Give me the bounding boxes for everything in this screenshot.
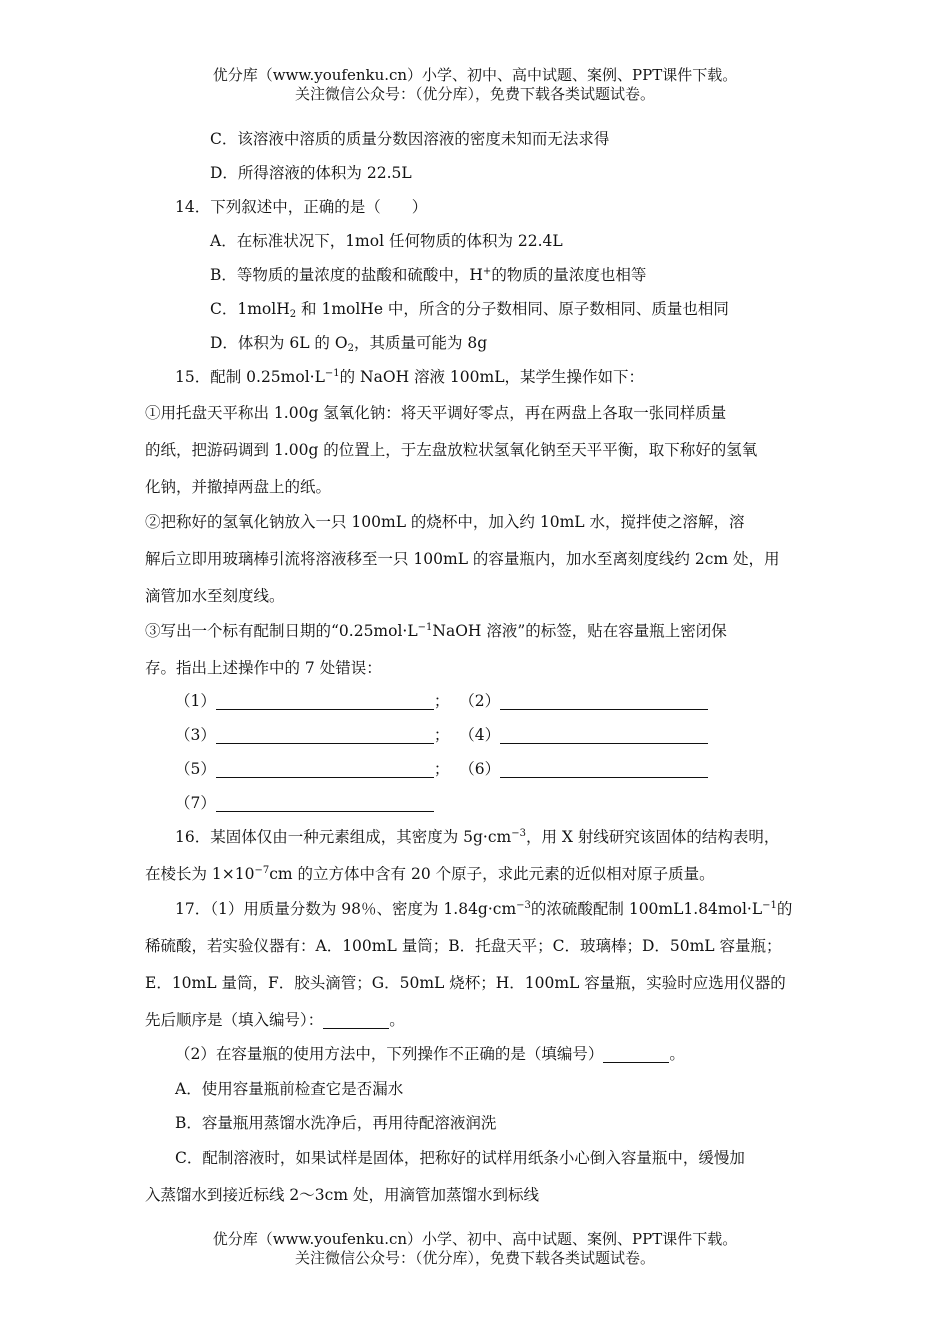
q14-c-sub: 2 (289, 309, 297, 320)
answer-blank-2[interactable] (500, 691, 708, 710)
blank-separator: ； (433, 760, 450, 778)
q15-stem-text: 15．配制 0.25mol·L (175, 368, 325, 386)
q16-line1 (175, 825, 779, 847)
q15-stem (175, 365, 644, 387)
q14-d-sub: 2 (347, 343, 354, 354)
q13-option-c: C．该溶液中溶质的质量分数因溶液的密度未知而无法求得 (210, 130, 610, 148)
q15-stem-text-2: 的 NaOH 溶液 100mL，某学生操作如下： (339, 368, 645, 386)
q17-part2 (175, 1042, 685, 1064)
q17-line4 (145, 1008, 405, 1030)
q15-step3-line2: 存。指出上述操作中的 7 处错误： (145, 659, 382, 677)
q14-option-d (210, 331, 487, 354)
q14-option-b (210, 263, 646, 285)
q16-line2 (145, 862, 715, 884)
answer-blank-q17-1[interactable] (323, 1011, 389, 1029)
q15-step2-line3: 滴管加水至刻度线。 (145, 587, 285, 605)
q15-stem-sup: −1 (324, 368, 340, 379)
q16-text-2: ，用 X 射线研究该固体的结构表明， (526, 828, 780, 846)
q13-option-d: D．所得溶液的体积为 22.5L (210, 164, 412, 182)
blank-label-1: （1） (175, 692, 216, 710)
q17-option-a: A．使用容量瓶前检查它是否漏水 (175, 1080, 404, 1098)
q14-d-text: D．体积为 6L 的 O (210, 334, 348, 352)
q15-step1-line2: 的纸，把游码调到 1.00g 的位置上，于左盘放粒状氢氧化钠至天平平衡，取下称好的氢氧 (145, 441, 758, 459)
q17-text-2: 的浓硫酸配制 100mL1.84mol·L (530, 900, 763, 918)
q17-option-c-line1: C．配制溶液时，如果试样是固体，把称好的试样用纸条小心倒入容量瓶中，缓慢加 (175, 1149, 745, 1167)
q17-text-3: 的 (776, 900, 793, 918)
q15-step3-line1 (145, 619, 727, 641)
q14-option-c (210, 297, 729, 320)
q15-step1-line3: 化钠，并撤掉两盘上的纸。 (145, 478, 332, 496)
blank-label-4: （4） (459, 726, 501, 744)
q15-step2-line2: 解后立即用玻璃棒引流将溶液移至一只 100mL 的容量瓶内，加水至离刻度线约 2cm 处，用 (145, 550, 780, 568)
q15-step3-text-2: NaOH 溶液”的标签，贴在容量瓶上密闭保 (432, 622, 727, 640)
q17-line2: 稀硫酸，若实验仪器有：A．100mL 量筒；B．托盘天平；C．玻璃棒；D．50mL 容量瓶； (145, 937, 782, 955)
footer-line-2: 关注微信公众号：（优分库），免费下载各类试题试卷。 (294, 1249, 655, 1267)
q16-text-4: cm 的立方体中含有 20 个原子，求此元素的近似相对原子质量。 (269, 865, 715, 883)
q14-b-text: B．等物质的量浓度的盐酸和硫酸中，H (210, 266, 483, 284)
header-line-1: 优分库（www.youfenku.cn）小学、初中、高中试题、案例、PPT课件下载。 (212, 66, 738, 84)
q14-option-a: A．在标准状况下，1mol 任何物质的体积为 22.4L (210, 232, 563, 250)
footer-line-1: 优分库（www.youfenku.cn）小学、初中、高中试题、案例、PPT课件下载。 (212, 1230, 738, 1248)
q14-b-text-2: 的物质的量浓度也相等 (491, 266, 647, 284)
blank-label-6: （6） (459, 760, 501, 778)
blank-separator: ； (433, 726, 450, 744)
q14-c-text: C．1molH (210, 300, 290, 318)
q15-step1-line1: ①用托盘天平称出 1.00g 氢氧化钠：将天平调好零点，再在两盘上各取一张同样质量 (145, 404, 727, 422)
q16-sup-2: −7 (254, 865, 270, 876)
q15-step3-sup: −1 (417, 622, 433, 633)
q17-text: 17．（1）用质量分数为 98％、密度为 1.84g·cm (175, 900, 517, 918)
q15-blank-row-2 (175, 723, 708, 745)
answer-blank-5[interactable] (216, 759, 434, 778)
answer-blank-6[interactable] (500, 759, 708, 778)
q17-text-5: 。 (389, 1011, 405, 1029)
blank-label-5: （5） (175, 760, 216, 778)
q16-text-3: 在棱长为 1×10 (145, 865, 255, 883)
q17-text-4: 先后顺序是（填入编号）： (145, 1011, 324, 1029)
page-footer (0, 1230, 950, 1268)
blank-label-3: （3） (175, 726, 216, 744)
q15-blank-row-3 (175, 757, 708, 779)
q15-step3-text: ③写出一个标有配制日期的“0.25mol·L (145, 622, 418, 640)
q17-part2-text-2: 。 (669, 1045, 685, 1063)
q17-part2-text: （2）在容量瓶的使用方法中，下列操作不正确的是（填编号） (175, 1045, 604, 1063)
blank-separator: ； (433, 692, 450, 710)
q17-sup-2: −1 (762, 900, 777, 911)
q16-text: 16．某固体仅由一种元素组成，其密度为 5g·cm (175, 828, 512, 846)
q14-c-text-2: 和 1molHe 中，所含的分子数相同、原子数相同、质量也相同 (296, 300, 729, 318)
q14-stem: 14．下列叙述中，正确的是（ ） (175, 198, 428, 216)
header-line-2: 关注微信公众号：（优分库），免费下载各类试题试卷。 (294, 85, 655, 103)
blank-label-2: （2） (459, 692, 501, 710)
answer-blank-7[interactable] (216, 793, 434, 812)
q15-blank-row-4 (175, 791, 434, 813)
q15-blank-row-1 (175, 689, 708, 711)
answer-blank-1[interactable] (216, 691, 434, 710)
answer-blank-4[interactable] (500, 725, 708, 744)
q17-sup: −3 (516, 900, 531, 911)
q17-line1 (175, 897, 792, 919)
q17-option-c-line2: 入蒸馏水到接近标线 2～3cm 处，用滴管加蒸馏水到标线 (145, 1186, 539, 1204)
answer-blank-3[interactable] (216, 725, 434, 744)
blank-label-7: （7） (175, 794, 216, 812)
page-header (0, 66, 950, 104)
answer-blank-q17-2[interactable] (603, 1045, 669, 1063)
q15-step2-line1: ②把称好的氢氧化钠放入一只 100mL 的烧杯中，加入约 10mL 水，搅拌使之溶解，溶 (145, 513, 745, 531)
q17-line3: E．10mL 量筒，F．胶头滴管；G．50mL 烧杯；H．100mL 容量瓶，实验时应选用仪器的 (145, 974, 786, 992)
q14-d-text-2: ，其质量可能为 8g (353, 334, 488, 352)
q14-b-sup: + (482, 266, 492, 277)
q16-sup: −3 (511, 828, 526, 839)
q17-option-b: B．容量瓶用蒸馏水洗净后，再用待配溶液润洗 (175, 1114, 497, 1132)
